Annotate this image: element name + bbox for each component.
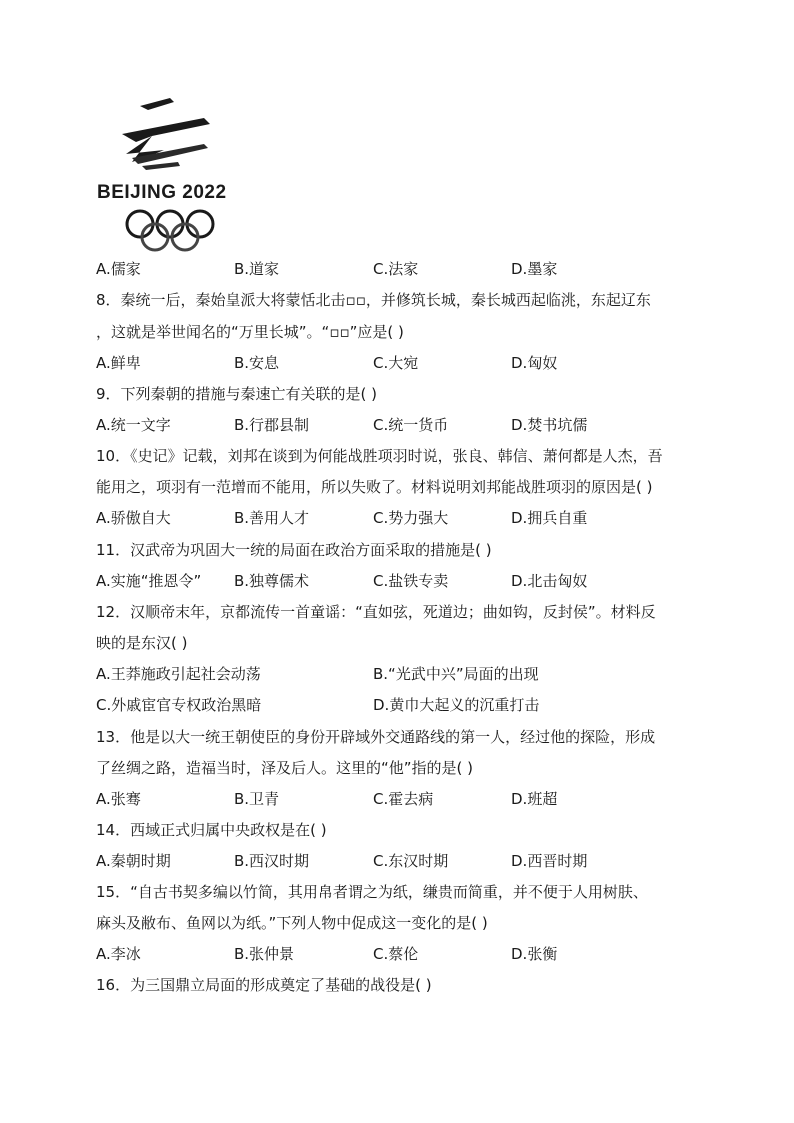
q13-option-d[interactable]: D.班超 [511,790,558,808]
q14-line-1: 14．西域正式归属中央政权是在( ) [96,821,327,839]
q15-option-b[interactable]: B.张仲景 [234,945,295,963]
q13-line-1: 13．他是以大一统王朝使臣的身份开辟域外交通路线的第一人，经过他的探险，形成 [96,728,656,746]
q11-option-a[interactable]: A.实施“推恩令” [96,572,202,590]
q13-option-a[interactable]: A.张骞 [96,790,141,808]
q14-option-c[interactable]: C.东汉时期 [373,852,449,870]
q10-option-c[interactable]: C.势力强大 [373,509,449,527]
q7-option-c[interactable]: C.法家 [373,260,419,278]
q12-line-1: 12．汉顺帝末年，京都流传一首童谣：“直如弦，死道边；曲如钩，反封侯”。材料反 [96,603,656,621]
q10-option-d[interactable]: D.拥兵自重 [511,509,588,527]
q15-option-d[interactable]: D.张衡 [511,945,558,963]
q15-line-2: 麻头及敝布、鱼网以为纸。”下列人物中促成这一变化的是( ) [96,914,488,932]
q8-line-2: ，这就是举世闻名的“万里长城”。“▫▫”应是( ) [96,323,404,341]
q8-line-1: 8．秦统一后，秦始皇派大将蒙恬北击▫▫，并修筑长城，秦长城西起临洮，东起辽东 [96,291,651,309]
q12-option-c[interactable]: C.外戚宦官专权政治黑暗 [96,696,262,714]
q9-line-1: 9．下列秦朝的措施与秦速亡有关联的是( ) [96,385,378,403]
q13-option-c[interactable]: C.霍去病 [373,790,434,808]
q12-option-b[interactable]: B.“光武中兴”局面的出现 [373,665,539,683]
q14-option-d[interactable]: D.西晋时期 [511,852,588,870]
q9-option-a[interactable]: A.统一文字 [96,416,171,434]
q11-option-d[interactable]: D.北击匈奴 [511,572,588,590]
q7-option-a[interactable]: A.儒家 [96,260,141,278]
q9-option-b[interactable]: B.行郡县制 [234,416,310,434]
q11-line-1: 11．汉武帝为巩固大一统的局面在政治方面采取的措施是( ) [96,541,492,559]
q15-option-a[interactable]: A.李冰 [96,945,141,963]
q8-option-d[interactable]: D.匈奴 [511,354,558,372]
q15-option-c[interactable]: C.蔡伦 [373,945,419,963]
q11-option-b[interactable]: B.独尊儒术 [234,572,310,590]
q13-line-2: 了丝绸之路，造福当时，泽及后人。这里的“他”指的是( ) [96,759,474,777]
q16-line-1: 16．为三国鼎立局面的形成奠定了基础的战役是( ) [96,976,432,994]
q8-option-b[interactable]: B.安息 [234,354,280,372]
q12-line-2: 映的是东汉( ) [96,634,188,652]
q14-option-b[interactable]: B.西汉时期 [234,852,310,870]
olympic-emblem-icon [92,92,252,252]
logo-wordmark: BEIJING 2022 [97,182,227,203]
q10-option-a[interactable]: A.骄傲自大 [96,509,171,527]
beijing-2022-logo [92,92,252,252]
q9-option-d[interactable]: D.焚书坑儒 [511,416,588,434]
q9-option-c[interactable]: C.统一货币 [373,416,449,434]
q7-option-b[interactable]: B.道家 [234,260,280,278]
q15-line-1: 15．“自古书契多编以竹简，其用帛者谓之为纸，缣贵而简重，并不便于人用树肤、 [96,883,648,901]
q11-option-c[interactable]: C.盐铁专卖 [373,572,449,590]
q12-option-a[interactable]: A.王莽施政引起社会动荡 [96,665,261,683]
q13-option-b[interactable]: B.卫青 [234,790,280,808]
q12-option-d[interactable]: D.黄巾大起义的沉重打击 [373,696,540,714]
q8-option-a[interactable]: A.鲜卑 [96,354,141,372]
q14-option-a[interactable]: A.秦朝时期 [96,852,171,870]
q7-option-d[interactable]: D.墨家 [511,260,558,278]
q10-option-b[interactable]: B.善用人才 [234,509,310,527]
q8-option-c[interactable]: C.大宛 [373,354,419,372]
q10-line-2: 能用之，项羽有一范增而不能用，所以失败了。材料说明刘邦能战胜项羽的原因是( ) [96,478,653,496]
q10-line-1: 10．《史记》记载，刘邦在谈到为何能战胜项羽时说，张良、韩信、萧何都是人杰，吾 [96,447,663,465]
